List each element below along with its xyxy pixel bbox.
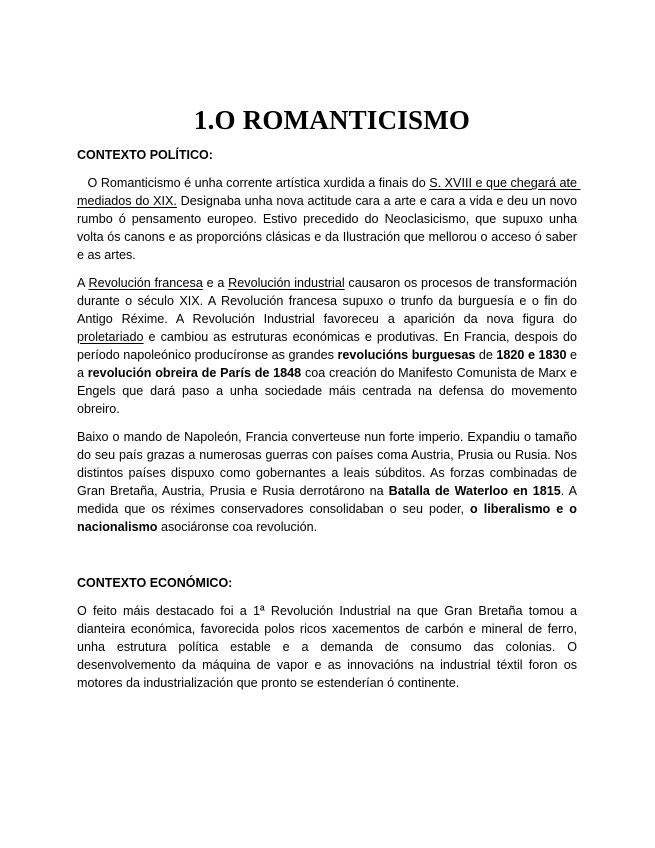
bold-text: Batalla de Waterloo en 1815 xyxy=(388,484,561,498)
text-run: Baixo o mando de Napoleón, Francia converteuse nun forte imperio. Expandiu o tamaño do seu país grazas a numerosas guerras con países coma Austria, Prusia ou Rusia. Nos distintos países dispuxo como gobernantes a leais súbditos. As forzas combinadas de Gran Bretaña, Austria, Prusia e Rusia derrotárono na xyxy=(77,430,577,498)
text-run: e a xyxy=(202,276,229,290)
bold-text: revolución obreira de París de 1848 xyxy=(87,366,302,380)
text-run: Designaba unha nova actitude cara a arte e cara a vida e deu un novo rumbo ó pensamento europeo. Estivo precedido do Neoclasicismo, que supuxo unha volta ós canons e as proporcións clásicas e da Ilustración que mellorou o acceso ó saber e as artes. xyxy=(77,194,581,262)
paragraph-politico-3 xyxy=(77,428,577,536)
text-run: e cambiou as estruturas económicas e produtivas. En Francia, despois do período napoleónico producíronse as grandes xyxy=(77,330,577,362)
section-spacer xyxy=(77,546,577,574)
paragraph-economico-1: O feito máis destacado foi a 1ª Revolución Industrial na que Gran Bretaña tomou a dianteira económica, favorecida polos ricos xacementos de carbón e mineral de ferro, unha estrutura política estable e a demanda de consumo das colonias. O desenvolvemento da máquina de vapor e as innovacións na industrial téxtil foron os motores da industrialización que pronto se estenderían ó continente. xyxy=(77,604,577,690)
underlined-text: S. XVIII e que chegará ate mediados do XIX. xyxy=(77,176,581,208)
bold-text: 1820 e 1830 xyxy=(496,348,567,362)
text-run: A xyxy=(77,276,89,290)
text-run: coa creación do Manifesto Comunista de Marx e Engels que dará paso a unha sociedade máis centrada na defensa do movemento obreiro. xyxy=(77,366,577,416)
paragraph-politico-1 xyxy=(77,174,581,264)
section-heading-politico: CONTEXTO POLÍTICO: xyxy=(77,148,213,162)
text-run: asociáronse coa revolución. xyxy=(157,520,318,534)
text-run: de xyxy=(475,348,497,362)
text-run: O Romanticismo é unha corrente artística xurdida a finais do xyxy=(77,176,430,190)
document-page xyxy=(77,102,581,702)
underlined-text: Revolución industrial xyxy=(228,276,345,290)
underlined-text: proletariado xyxy=(77,330,144,344)
bold-text: o liberalismo e o nacionalismo xyxy=(77,502,577,534)
text-run: e a xyxy=(77,348,577,380)
section-heading-economico: CONTEXTO ECONÓMICO: xyxy=(77,576,233,590)
bold-text: revolucións burguesas xyxy=(337,348,476,362)
text-run: . A medida que os réximes conservadores consolidaban o seu poder, xyxy=(77,484,577,516)
page-title: 1.O ROMANTICISMO xyxy=(193,105,471,135)
text-run: causaron os procesos de transformación durante o século XIX. A Revolución francesa supuxo o trunfo da burguesía e o fin do Antigo Réxime. A Revolución Industrial favoreceu a aparición da nova figura do xyxy=(77,276,577,326)
underlined-text: Revolución francesa xyxy=(88,276,203,290)
paragraph-politico-2 xyxy=(77,274,577,418)
